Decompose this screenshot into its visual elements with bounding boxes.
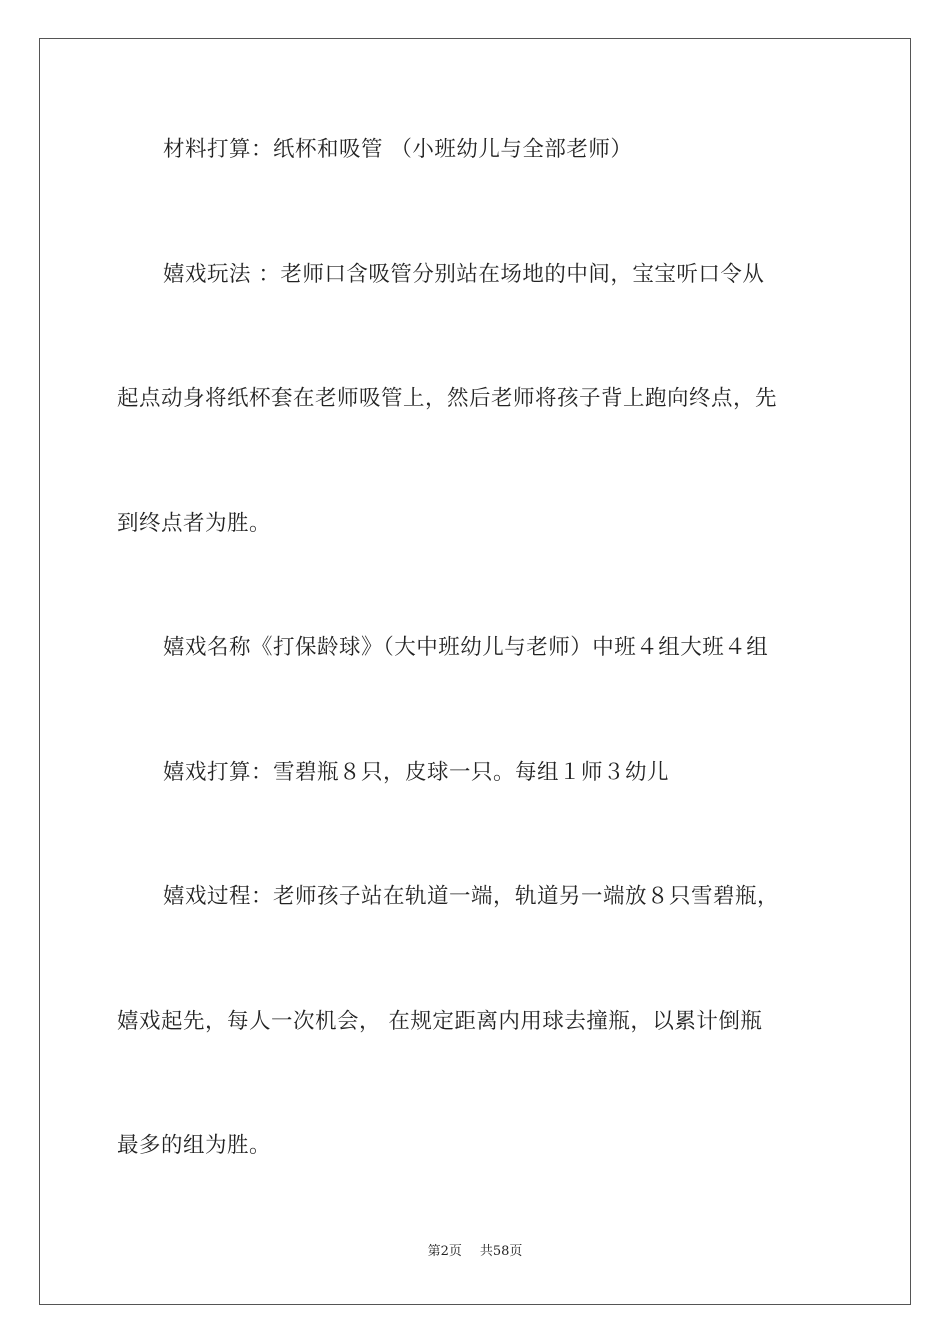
text-line-game-process-cont-1: 嬉戏起先，每人一次机会， 在规定距离内用球去撞瓶，以累计倒瓶 <box>117 1009 763 1034</box>
text-line-game-process-cont-2: 最多的组为胜。 <box>117 1133 272 1158</box>
text-line-gameplay: 嬉戏玩法 ：老师口含吸管分别站在场地的中间，宝宝听口令从 <box>163 262 765 287</box>
text-line-game-process: 嬉戏过程：老师孩子站在轨道一端，轨道另一端放８只雪碧瓶， <box>163 884 780 909</box>
text-line-materials: 材料打算：纸杯和吸管 （小班幼儿与全部老师） <box>163 137 633 162</box>
page-number: 第2页 <box>427 1244 462 1259</box>
text-line-gameplay-cont-1: 起点动身将纸杯套在老师吸管上，然后老师将孩子背上跑向终点，先 <box>117 386 778 411</box>
text-line-game-name: 嬉戏名称《打保龄球》（大中班幼儿与老师）中班４组大班４组 <box>163 635 769 660</box>
text-line-game-prep: 嬉戏打算：雪碧瓶８只，皮球一只。每组１师３幼儿 <box>163 760 670 785</box>
text-line-gameplay-cont-2: 到终点者为胜。 <box>117 511 272 536</box>
page-footer <box>0 1243 950 1261</box>
page-total: 共58页 <box>479 1244 523 1259</box>
page-frame <box>39 38 911 1305</box>
